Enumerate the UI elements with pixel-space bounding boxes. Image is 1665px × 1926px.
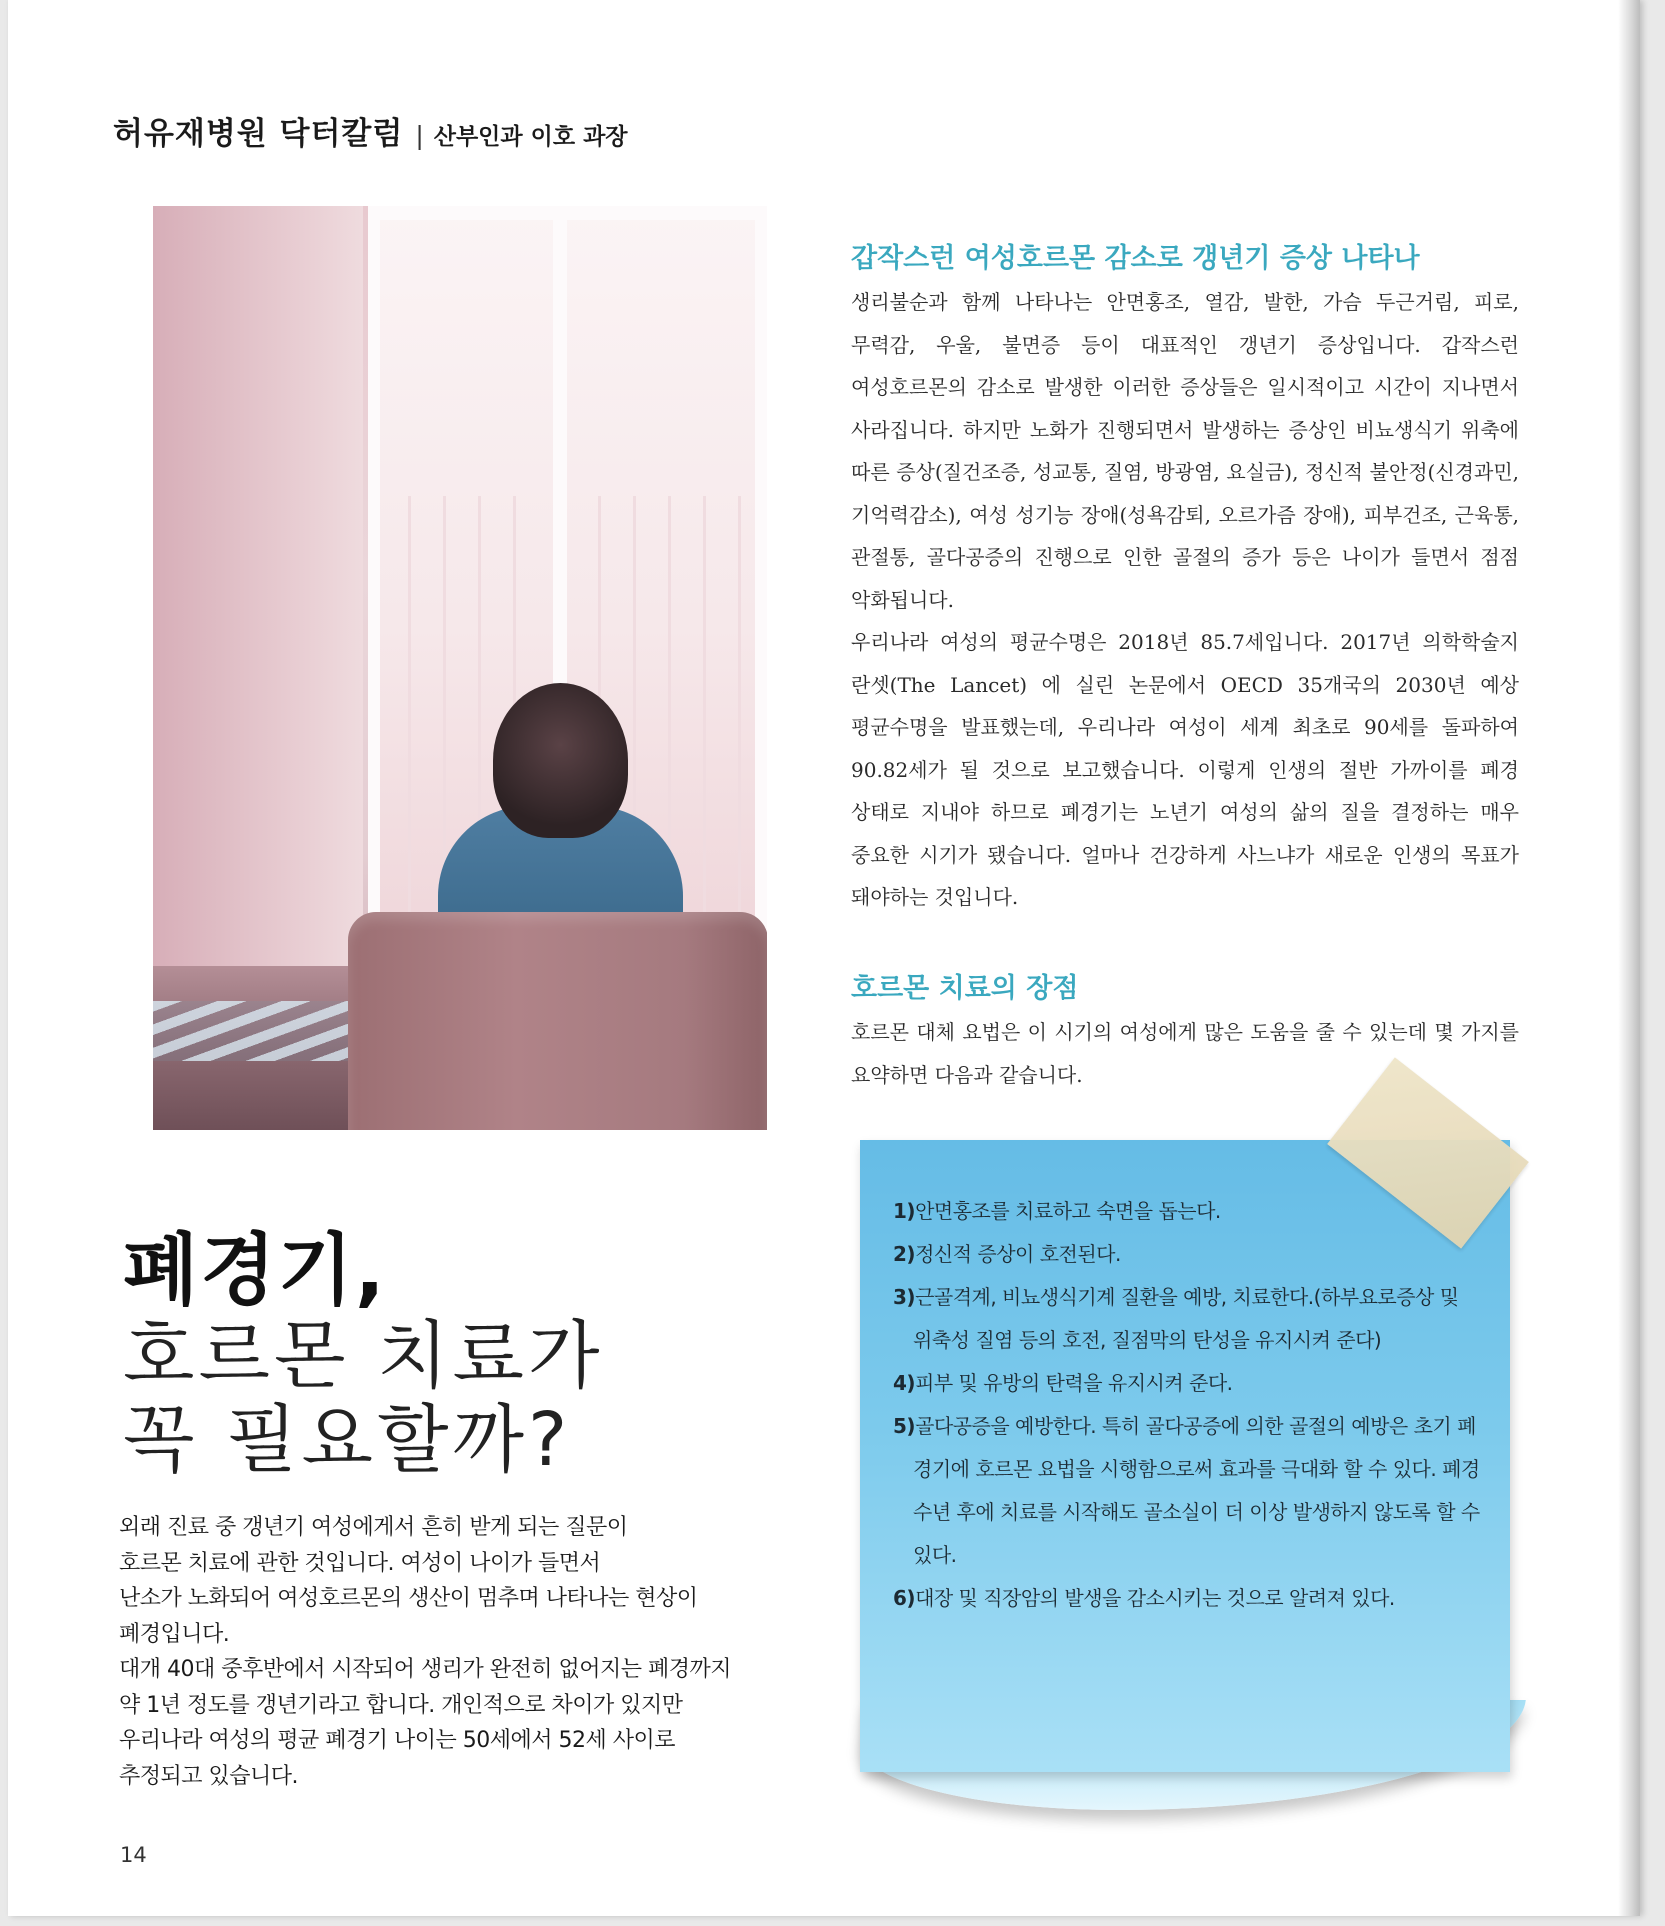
column-author: 산부인과 이호 과장	[433, 124, 628, 150]
intro-line: 추정되고 있습니다.	[119, 1763, 299, 1789]
section-menopause-symptoms	[851, 236, 1519, 919]
article-headline	[123, 1228, 603, 1482]
photo-wall	[153, 206, 363, 976]
photo-sofa	[348, 912, 767, 1130]
intro-line: 폐경입니다.	[119, 1621, 230, 1647]
intro-line: 호르몬 치료에 관한 것입니다. 여성이 나이가 들면서	[119, 1550, 601, 1576]
section-title: 호르몬 치료의 장점	[851, 973, 1079, 1004]
body-paragraph: 우리나라 여성의 평균수명은 2018년 85.7세입니다. 2017년 의학학술지 란셋(The Lancet) 에 실린 논문에서 OECD 35개국의 2030년 예상 평균수명을 발표했는데, 우리나라 여성이 세계 최초로 90세를 돌파하여 90.82세가 될 것으로 보고했습니다. 이렇게 인생의 절반 가까이를 폐경 상태로 지내야 하므로 폐경기는 노년기 여성의 삶의 질을 결정하는 매우 중요한 시기가 됐습니다. 얼마나 건강하게 사느냐가 새로운 인생의 목표가 돼야하는 것입니다.	[851, 630, 1519, 909]
page-number: 14	[120, 1843, 147, 1867]
magazine-page	[8, 0, 1640, 1916]
list-item: 4)피부 및 유방의 탄력을 유지시켜 준다.	[893, 1371, 1233, 1395]
intro-paragraph	[119, 1510, 759, 1794]
headline-line: 꼭 필요할까?	[123, 1397, 572, 1483]
benefits-list	[893, 1190, 1483, 1620]
section-title: 갑작스런 여성호르몬 감소로 갱년기 증상 나타나	[851, 243, 1420, 274]
intro-line: 우리나라 여성의 평균 폐경기 나이는 50세에서 52세 사이로	[119, 1728, 675, 1753]
intro-line: 대개 40대 중후반에서 시작되어 생리가 완전히 없어지는 폐경까지	[119, 1657, 732, 1682]
page-edge-shadow	[1618, 0, 1640, 1916]
photo-person-head	[493, 683, 628, 838]
header-separator: |	[415, 121, 424, 150]
headline-line: 호르몬 치료가	[123, 1313, 604, 1399]
woman-on-sofa-photo	[153, 206, 767, 1130]
column-header	[113, 108, 628, 153]
column-title: 허유재병원 닥터칼럼	[113, 116, 404, 152]
intro-line: 약 1년 정도를 갱년기라고 합니다. 개인적으로 차이가 있지만	[119, 1692, 683, 1718]
list-item: 6)대장 및 직장암의 발생을 감소시키는 것으로 알려져 있다.	[893, 1586, 1395, 1610]
list-item: 2)정신적 증상이 호전된다.	[893, 1242, 1121, 1266]
headline-line: 폐경기,	[123, 1226, 387, 1316]
list-item: 5)골다공증을 예방한다. 특히 골다공증에 의한 골절의 예방은 초기 폐경기에 호르몬 요법을 시행함으로써 효과를 극대화 할 수 있다. 폐경 수년 후에 치료를 시작해도 골소실이 더 이상 발생하지 않도록 할 수 있다.	[893, 1414, 1480, 1567]
body-paragraph: 호르몬 대체 요법은 이 시기의 여성에게 많은 도움을 줄 수 있는데 몇 가지를 요약하면 다음과 같습니다.	[851, 1020, 1519, 1087]
list-item: 1)안면홍조를 치료하고 숙면을 돕는다.	[893, 1199, 1221, 1223]
body-paragraph: 생리불순과 함께 나타나는 안면홍조, 열감, 발한, 가슴 두근거림, 피로, 무력감, 우울, 불면증 등이 대표적인 갱년기 증상입니다. 갑작스런 여성호르몬의 감소로 발생한 이러한 증상들은 일시적이고 시간이 지나면서 사라집니다. 하지만 노화가 진행되면서 발생하는 증상인 비뇨생식기 위축에 따른 증상(질건조증, 성교통, 질염, 방광염, 요실금), 정신적 불안정(신경과민, 기억력감소), 여성 성기능 장애(성욕감퇴, 오르가즘 장애), 피부건조, 근육통, 관절통, 골다공증의 진행으로 인한 골절의 증가 등은 나이가 들면서 점점 악화됩니다.	[851, 290, 1519, 612]
intro-line: 난소가 노화되어 여성호르몬의 생산이 멈추며 나타나는 현상이	[119, 1586, 698, 1611]
list-item: 3)근골격계, 비뇨생식기계 질환을 예방, 치료한다.(하부요로증상 및 위축성 질염 등의 호전, 질점막의 탄성을 유지시켜 준다)	[893, 1285, 1459, 1352]
photo-floor-light	[153, 1001, 363, 1061]
intro-line: 외래 진료 중 갱년기 여성에게서 흔히 받게 되는 질문이	[119, 1515, 628, 1540]
